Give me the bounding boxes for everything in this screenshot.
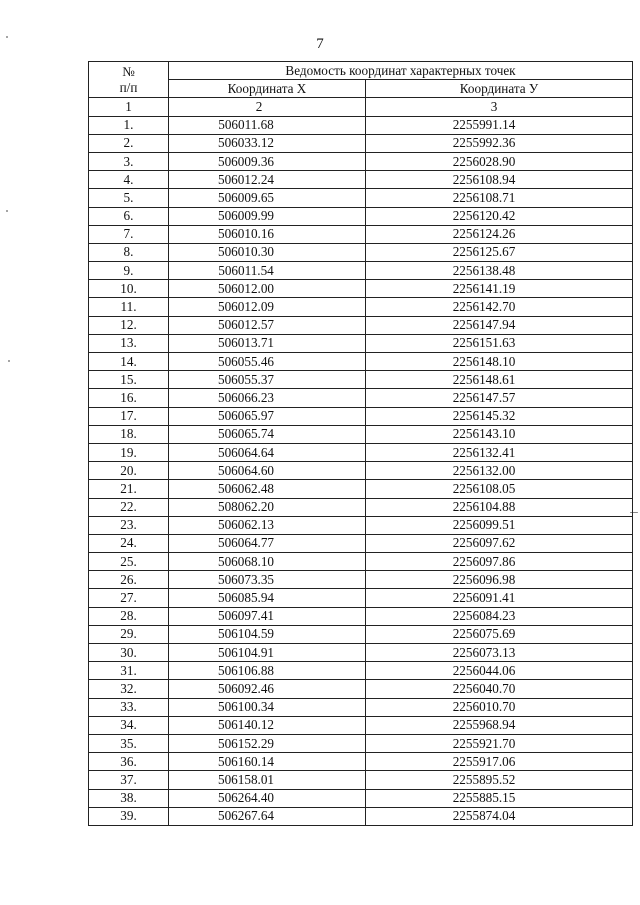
- x-cell: 506012.24: [169, 171, 366, 189]
- table-row: [89, 644, 633, 662]
- y-cell: 2256148.61: [366, 371, 633, 389]
- coordinates-table: [88, 61, 633, 826]
- x-cell: 506065.74: [169, 425, 366, 443]
- y-cell: 2256145.32: [366, 407, 633, 425]
- y-cell: 2256125.67: [366, 243, 633, 261]
- point-number-cell: 5.: [89, 189, 169, 207]
- table-row: [89, 607, 633, 625]
- point-number-cell: 36.: [89, 753, 169, 771]
- x-cell: 506010.30: [169, 243, 366, 261]
- table-row: [89, 462, 633, 480]
- number-column-header: [89, 62, 169, 98]
- y-cell: 2255917.06: [366, 753, 633, 771]
- margin-mark: [8, 360, 10, 362]
- y-cell: 2256151.63: [366, 334, 633, 352]
- point-number-cell: 25.: [89, 553, 169, 571]
- y-cell: 2256099.51: [366, 516, 633, 534]
- x-cell: 506092.46: [169, 680, 366, 698]
- y-cell: 2255992.36: [366, 134, 633, 152]
- table-row: [89, 152, 633, 170]
- table-row: [89, 189, 633, 207]
- x-cell: 506062.48: [169, 480, 366, 498]
- x-cell: 506267.64: [169, 807, 366, 825]
- table-row: [89, 589, 633, 607]
- x-cell: 506062.13: [169, 516, 366, 534]
- table-row: [89, 753, 633, 771]
- table-row: [89, 171, 633, 189]
- y-cell: 2256040.70: [366, 680, 633, 698]
- point-number-cell: 4.: [89, 171, 169, 189]
- table-row: [89, 698, 633, 716]
- table-row: [89, 371, 633, 389]
- index-cell: 1: [89, 98, 169, 116]
- point-number-cell: 14.: [89, 353, 169, 371]
- point-number-cell: 8.: [89, 243, 169, 261]
- point-number-cell: 1.: [89, 116, 169, 134]
- point-number-cell: 22.: [89, 498, 169, 516]
- y-cell: 2256096.98: [366, 571, 633, 589]
- number-header-line1: №: [122, 63, 135, 79]
- table-row: [89, 262, 633, 280]
- point-number-cell: 6.: [89, 207, 169, 225]
- point-number-cell: 20.: [89, 462, 169, 480]
- x-cell: 506065.97: [169, 407, 366, 425]
- point-number-cell: 13.: [89, 334, 169, 352]
- y-cell: 2256010.70: [366, 698, 633, 716]
- y-cell: 2255968.94: [366, 716, 633, 734]
- table-row: [89, 389, 633, 407]
- point-number-cell: 28.: [89, 607, 169, 625]
- x-cell: 506013.71: [169, 334, 366, 352]
- point-number-cell: 15.: [89, 371, 169, 389]
- point-number-cell: 27.: [89, 589, 169, 607]
- table-row: [89, 207, 633, 225]
- point-number-cell: 32.: [89, 680, 169, 698]
- x-cell: 506055.46: [169, 353, 366, 371]
- point-number-cell: 12.: [89, 316, 169, 334]
- y-cell: 2256097.86: [366, 553, 633, 571]
- y-cell: 2255874.04: [366, 807, 633, 825]
- table-row: [89, 789, 633, 807]
- y-cell: 2256108.71: [366, 189, 633, 207]
- y-cell: 2256138.48: [366, 262, 633, 280]
- y-cell: 2256147.57: [366, 389, 633, 407]
- y-cell: 2256075.69: [366, 625, 633, 643]
- x-cell: 506064.60: [169, 462, 366, 480]
- x-cell: 506264.40: [169, 789, 366, 807]
- table-row: [89, 134, 633, 152]
- x-cell: 506009.65: [169, 189, 366, 207]
- table-row: [89, 716, 633, 734]
- x-cell: 506097.41: [169, 607, 366, 625]
- point-number-cell: 35.: [89, 734, 169, 752]
- x-cell: 506104.91: [169, 644, 366, 662]
- y-cell: 2255991.14: [366, 116, 633, 134]
- table-row: [89, 480, 633, 498]
- y-cell: 2256028.90: [366, 152, 633, 170]
- x-cell: 506106.88: [169, 662, 366, 680]
- point-number-cell: 3.: [89, 152, 169, 170]
- table-row: [89, 534, 633, 552]
- point-number-cell: 11.: [89, 298, 169, 316]
- x-cell: 506033.12: [169, 134, 366, 152]
- margin-mark: [6, 36, 8, 38]
- x-cell: 506068.10: [169, 553, 366, 571]
- header-row-1: [89, 62, 633, 80]
- x-cell: 506009.99: [169, 207, 366, 225]
- y-cell: 2256142.70: [366, 298, 633, 316]
- y-cell: 2256108.05: [366, 480, 633, 498]
- point-number-cell: 16.: [89, 389, 169, 407]
- point-number-cell: 26.: [89, 571, 169, 589]
- table-row: [89, 571, 633, 589]
- table-row: [89, 807, 633, 825]
- table-row: [89, 334, 633, 352]
- point-number-cell: 38.: [89, 789, 169, 807]
- x-cell: 506012.57: [169, 316, 366, 334]
- table-row: [89, 407, 633, 425]
- y-cell: 2256141.19: [366, 280, 633, 298]
- point-number-cell: 31.: [89, 662, 169, 680]
- table-row: [89, 243, 633, 261]
- table-row: [89, 516, 633, 534]
- x-cell: 506011.54: [169, 262, 366, 280]
- point-number-cell: 2.: [89, 134, 169, 152]
- y-cell: 2256147.94: [366, 316, 633, 334]
- y-cell: 2256143.10: [366, 425, 633, 443]
- margin-mark: [6, 210, 8, 212]
- point-number-cell: 29.: [89, 625, 169, 643]
- table-row: [89, 280, 633, 298]
- point-number-cell: 39.: [89, 807, 169, 825]
- point-number-cell: 9.: [89, 262, 169, 280]
- y-cell: 2256132.41: [366, 443, 633, 461]
- point-number-cell: 24.: [89, 534, 169, 552]
- table-row: [89, 425, 633, 443]
- x-cell: 506012.00: [169, 280, 366, 298]
- x-cell: 506066.23: [169, 389, 366, 407]
- table-row: [89, 316, 633, 334]
- point-number-cell: 18.: [89, 425, 169, 443]
- y-cell: 2256108.94: [366, 171, 633, 189]
- table-row: [89, 680, 633, 698]
- y-cell: 2256104.88: [366, 498, 633, 516]
- y-cell: 2256132.00: [366, 462, 633, 480]
- point-number-cell: 17.: [89, 407, 169, 425]
- y-cell: 2256120.42: [366, 207, 633, 225]
- point-number-cell: 37.: [89, 771, 169, 789]
- y-cell: 2255921.70: [366, 734, 633, 752]
- y-cell: 2256084.23: [366, 607, 633, 625]
- table-row: [89, 625, 633, 643]
- table-body: [89, 62, 633, 826]
- y-cell: 2255895.52: [366, 771, 633, 789]
- y-cell: 2256124.26: [366, 225, 633, 243]
- x-cell: 506009.36: [169, 152, 366, 170]
- x-cell: 506152.29: [169, 734, 366, 752]
- point-number-cell: 7.: [89, 225, 169, 243]
- x-cell: 506012.09: [169, 298, 366, 316]
- table-row: [89, 225, 633, 243]
- y-cell: 2256148.10: [366, 353, 633, 371]
- x-column-header: Координата Х: [169, 80, 366, 98]
- x-cell: 506073.35: [169, 571, 366, 589]
- table-row: [89, 116, 633, 134]
- x-cell: 506011.68: [169, 116, 366, 134]
- number-header-line2: п/п: [119, 79, 138, 95]
- y-cell: 2256073.13: [366, 644, 633, 662]
- x-cell: 506104.59: [169, 625, 366, 643]
- x-cell: 506160.14: [169, 753, 366, 771]
- point-number-cell: 21.: [89, 480, 169, 498]
- y-column-header: Координата У: [366, 80, 633, 98]
- table-row: [89, 662, 633, 680]
- point-number-cell: 10.: [89, 280, 169, 298]
- group-header: Ведомость координат характерных точек: [169, 62, 633, 80]
- y-cell: 2256097.62: [366, 534, 633, 552]
- index-cell: 2: [169, 98, 366, 116]
- page-number: 7: [316, 36, 324, 52]
- y-cell: 2255885.15: [366, 789, 633, 807]
- y-cell: 2256091.41: [366, 589, 633, 607]
- table-row: [89, 771, 633, 789]
- point-number-cell: 30.: [89, 644, 169, 662]
- point-number-cell: 23.: [89, 516, 169, 534]
- table-row: [89, 553, 633, 571]
- point-number-cell: 34.: [89, 716, 169, 734]
- x-cell: 506064.64: [169, 443, 366, 461]
- table-row: [89, 298, 633, 316]
- x-cell: 506100.34: [169, 698, 366, 716]
- x-cell: 506010.16: [169, 225, 366, 243]
- point-number-cell: 33.: [89, 698, 169, 716]
- y-cell: 2256044.06: [366, 662, 633, 680]
- x-cell: 506140.12: [169, 716, 366, 734]
- header-row-2: [89, 80, 633, 98]
- table-row: [89, 353, 633, 371]
- table-row: [89, 443, 633, 461]
- x-cell: 506064.77: [169, 534, 366, 552]
- x-cell: 506158.01: [169, 771, 366, 789]
- table-row: [89, 734, 633, 752]
- index-cell: 3: [366, 98, 633, 116]
- point-number-cell: 19.: [89, 443, 169, 461]
- index-row: [89, 98, 633, 116]
- x-cell: 508062.20: [169, 498, 366, 516]
- x-cell: 506085.94: [169, 589, 366, 607]
- x-cell: 506055.37: [169, 371, 366, 389]
- table-row: [89, 498, 633, 516]
